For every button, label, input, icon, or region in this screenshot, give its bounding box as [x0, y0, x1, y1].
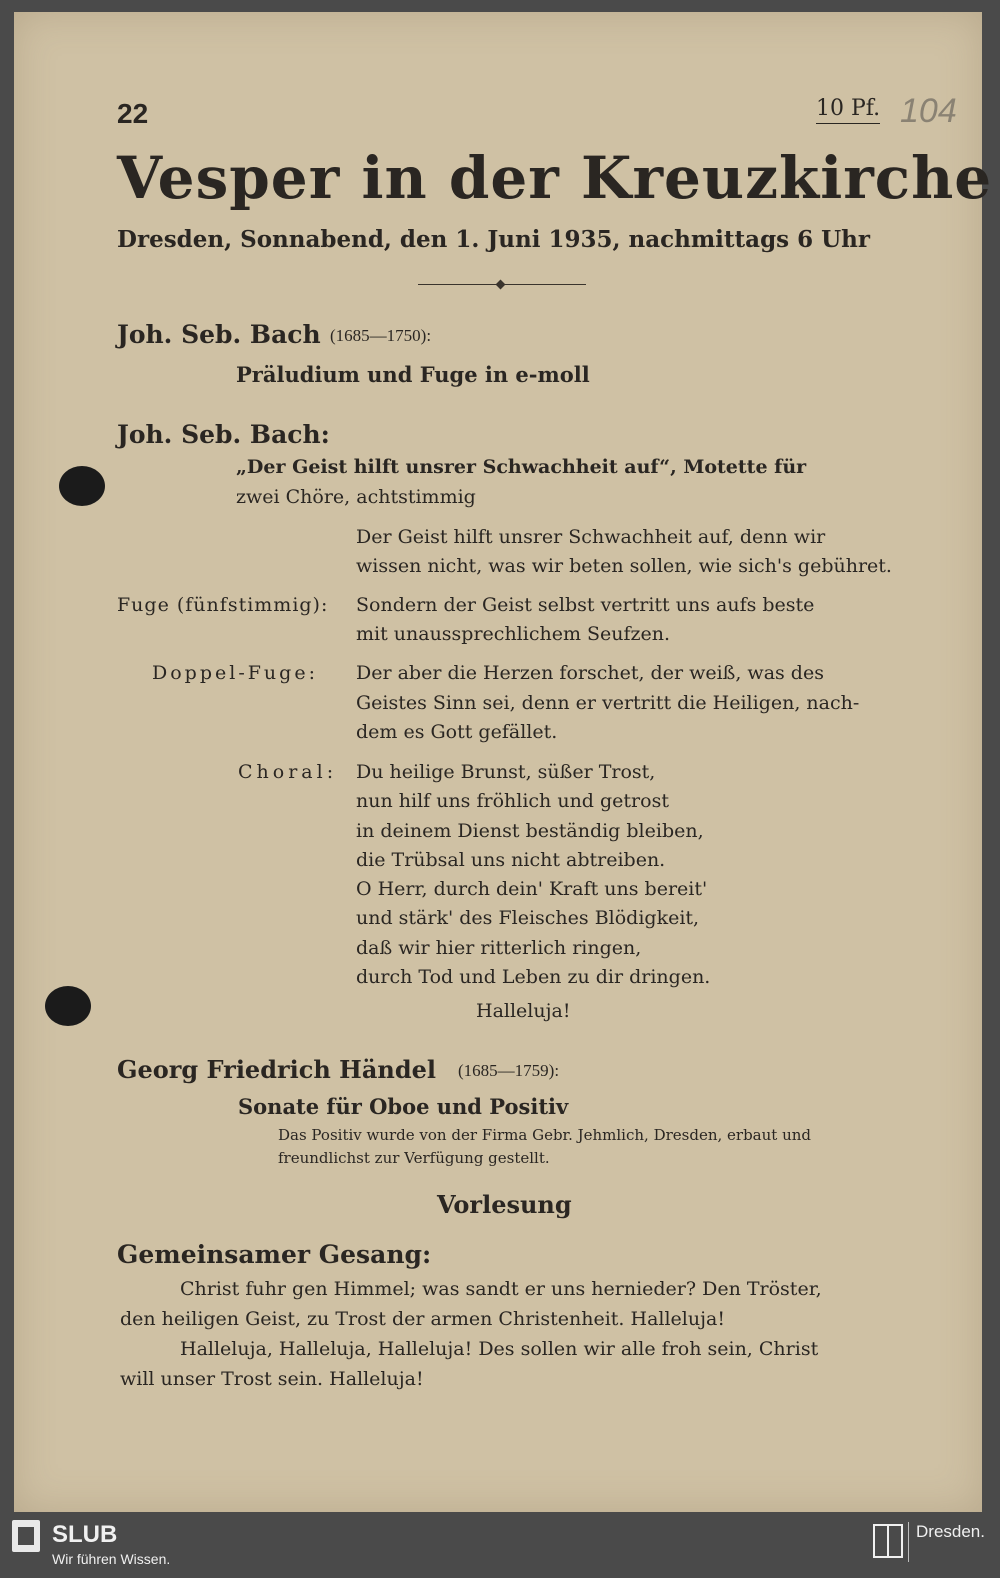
text-line: dem es Gott gefället. [356, 721, 558, 743]
viewer-footer [0, 1516, 1000, 1578]
archive-note: 104 [900, 92, 957, 130]
hymn-line: den heiligen Geist, zu Trost der armen Christenheit. Halleluja! [120, 1308, 725, 1330]
sonate-note-line1: Das Positiv wurde von der Firma Gebr. Jehmlich, Dresden, erbaut und [278, 1126, 811, 1144]
footer-separator [908, 1522, 909, 1562]
work-motette-line1: „Der Geist hilft unsrer Schwachheit auf“, Motette für [236, 456, 807, 478]
work-motette-line2: zwei Chöre, achtstimmig [236, 486, 476, 508]
composer-bach-1: Joh. Seb. Bach [117, 320, 321, 349]
composer-haendel: Georg Friedrich Händel [117, 1055, 437, 1084]
hymn-line: will unser Trost sein. Halleluja! [120, 1368, 424, 1390]
composer-dates-haendel: (1685—1759): [458, 1061, 560, 1080]
page-subtitle: Dresden, Sonnabend, den 1. Juni 1935, nachmittags 6 Uhr [117, 226, 871, 253]
hymn-line: Christ fuhr gen Himmel; was sandt er uns hernieder? Den Tröster, [180, 1278, 822, 1300]
section-vorlesung: Vorlesung [437, 1190, 572, 1219]
footer-brand[interactable]: SLUB [52, 1521, 118, 1548]
composer-bach-2: Joh. Seb. Bach: [117, 420, 330, 449]
text-line: Geistes Sinn sei, denn er vertritt die Heiligen, nach- [356, 692, 860, 714]
text-line: Der Geist hilft unsrer Schwachheit auf, denn wir [356, 526, 826, 548]
page-number: 22 [117, 98, 149, 129]
choral-line: in deinem Dienst beständig bleiben, [356, 820, 704, 842]
choral-line: daß wir hier ritterlich ringen, [356, 937, 642, 959]
composer-dates-bach: (1685—1750): [330, 326, 432, 345]
footer-city[interactable]: Dresden. [916, 1522, 985, 1541]
price-label: 10 Pf. [816, 96, 880, 124]
hymn-line: Halleluja, Halleluja, Halleluja! Des sollen wir alle froh sein, Christ [180, 1338, 819, 1360]
work-sonate: Sonate für Oboe und Positiv [238, 1094, 569, 1119]
section-label-fuge: Fuge (fünfstimmig): [117, 594, 329, 616]
choral-line: nun hilf uns fröhlich und getrost [356, 790, 669, 812]
text-line: Sondern der Geist selbst vertritt uns aufs beste [356, 594, 815, 616]
section-label-choral: Choral: [238, 761, 338, 783]
choral-line: und stärk' des Fleisches Blödigkeit, [356, 907, 700, 929]
slub-logo-icon [12, 1520, 40, 1552]
text-line: mit unaussprechlichem Seufzen. [356, 623, 671, 645]
choral-line: durch Tod und Leben zu dir dringen. [356, 966, 711, 988]
text-line: Der aber die Herzen forschet, der weiß, was des [356, 662, 824, 684]
page-title: Vesper in der Kreuzkirche [117, 144, 993, 212]
punch-hole-bottom [45, 986, 91, 1026]
section-label-doppel-fuge: Doppel-Fuge: [152, 662, 318, 684]
work-praeludium: Präludium und Fuge in e-moll [236, 362, 590, 387]
choral-line: O Herr, durch dein' Kraft uns bereit' [356, 878, 708, 900]
text-line: wissen nicht, was wir beten sollen, wie sich's gebühret. [356, 555, 892, 577]
sonate-note-line2: freundlichst zur Verfügung gestellt. [278, 1149, 550, 1167]
footer-tagline: Wir führen Wissen. [52, 1551, 171, 1567]
section-gemeinsamer-gesang: Gemeinsamer Gesang: [117, 1240, 432, 1269]
choral-line: die Trübsal uns nicht abtreiben. [356, 849, 666, 871]
choral-end: Halleluja! [476, 1000, 571, 1022]
choral-line: Du heilige Brunst, süßer Trost, [356, 761, 656, 783]
punch-hole-top [59, 466, 105, 506]
dresden-crest-icon [873, 1524, 903, 1558]
